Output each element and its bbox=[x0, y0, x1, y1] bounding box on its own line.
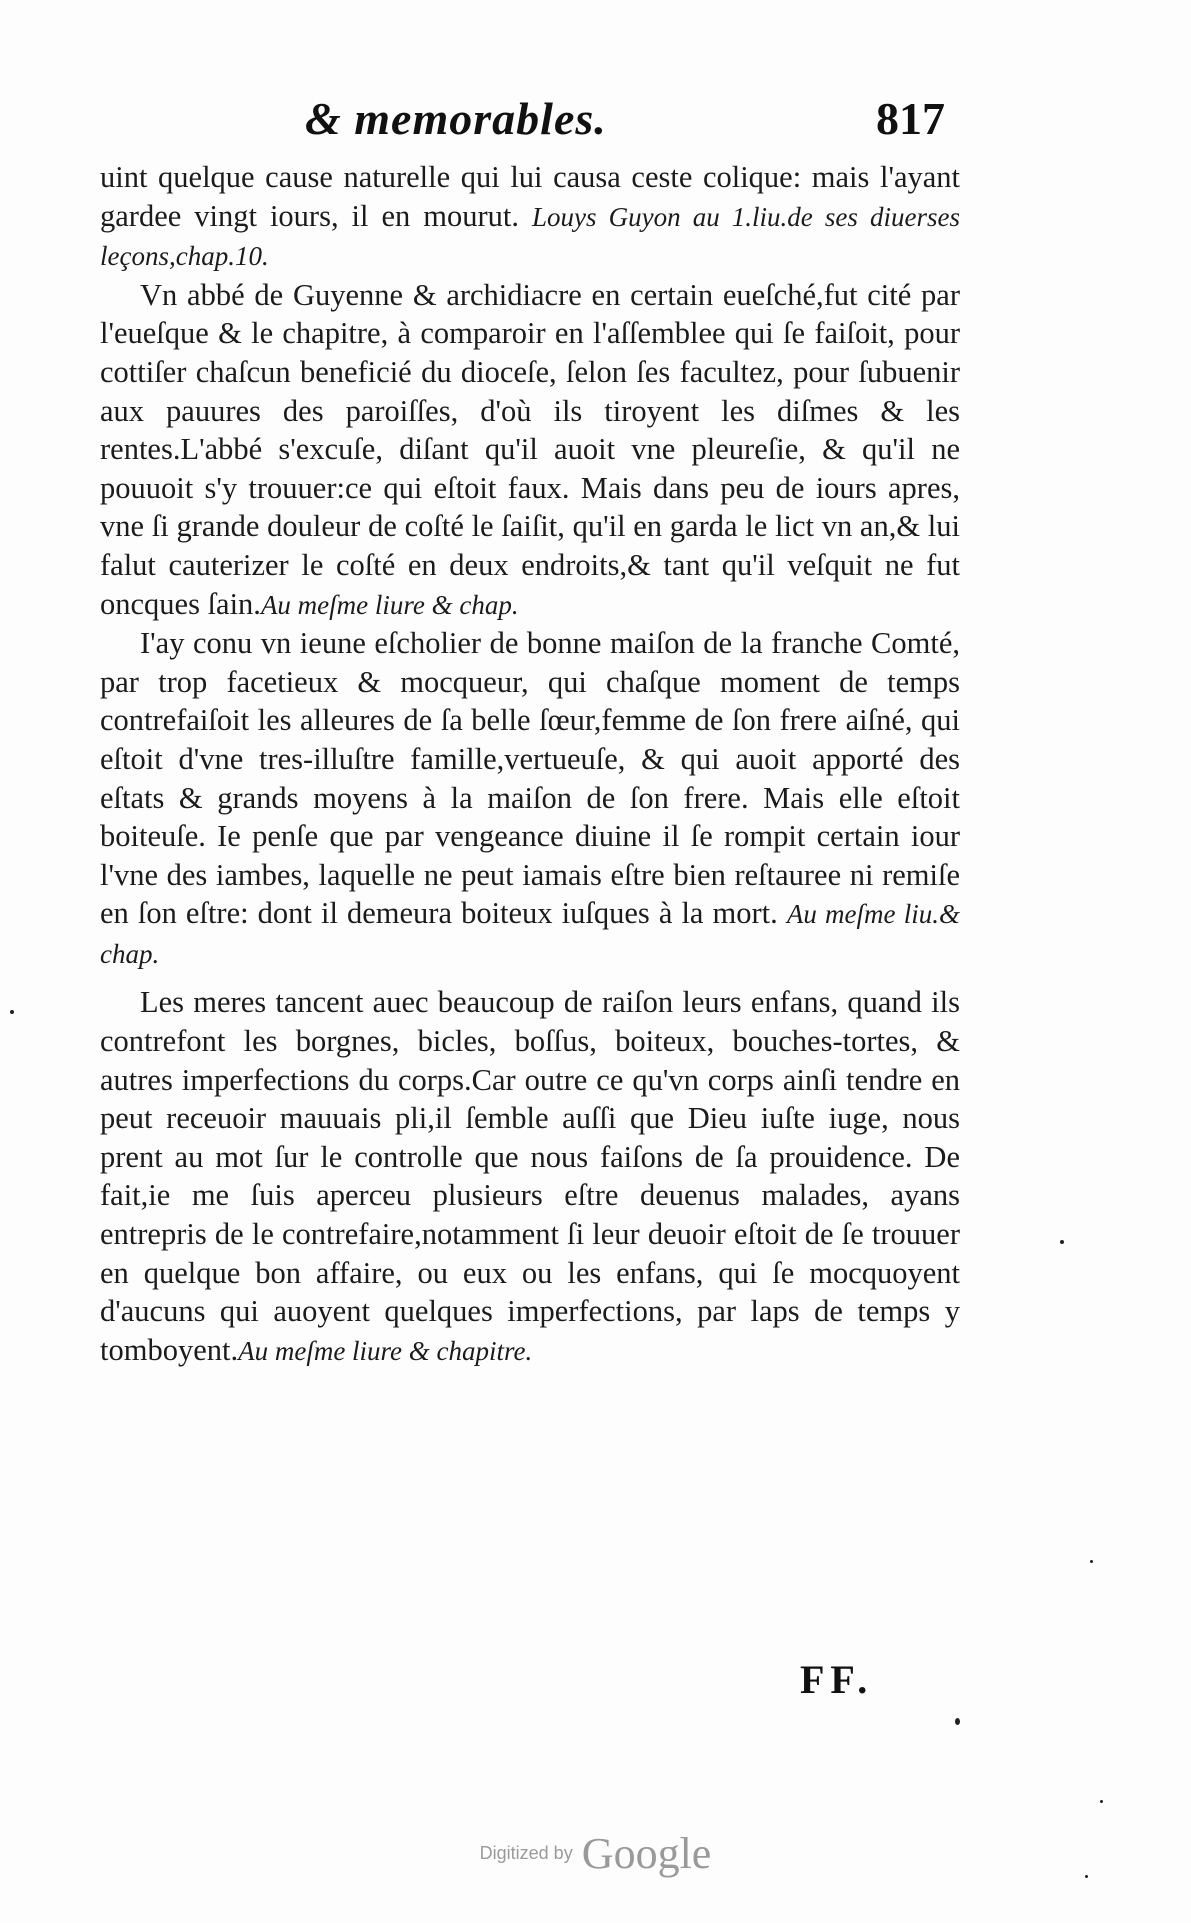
ink-speck bbox=[1090, 1560, 1093, 1563]
paragraph-1-citation: Louys Guyon au 1.liu.de ses diuerses leçons,chap.10. bbox=[100, 201, 961, 272]
ink-speck bbox=[10, 1010, 14, 1014]
running-head: & memorables. bbox=[305, 93, 607, 144]
paragraph-1 bbox=[100, 158, 960, 276]
paragraph-3 bbox=[100, 624, 960, 973]
paragraph-3-text: I'ay conu vn ieune eſcholier de bonne maiſon de la franche Comté, par trop facetieux & mocqueur, qui chaſque moment de temps contrefaiſoit les alleures de ſa belle ſœur,femme de ſon frere aiſné, qui eſtoit d'vne tres-illuſtre famille,vertueuſe, & qui auoit apporté des eſtats & grands moyens à la maiſon de ſon frere. Mais elle eſtoit boiteuſe. Ie penſe que par vengeance diuine il ſe rompit certain iour l'vne des iambes, laquelle ne peut iamais eſtre bien reſtauree ni remiſe en ſon eſtre: dont il demeura boiteux iuſques à la mort. bbox=[100, 626, 960, 931]
paragraph-2-citation: Au meſme liure & chap. bbox=[260, 589, 519, 620]
paragraph-4-citation: Au meſme liure & chapitre. bbox=[238, 1335, 533, 1366]
watermark-prefix: Digitized by bbox=[479, 1843, 573, 1863]
paragraph-4 bbox=[100, 983, 960, 1370]
ink-speck bbox=[955, 1718, 960, 1725]
paragraph-3-citation: Au meſme liu.& chap. bbox=[100, 899, 960, 969]
paragraph-1-text: uint quelque cause naturelle qui lui causa ceste colique: mais l'ayant gardee vingt iours, il en mourut. bbox=[100, 160, 960, 233]
paragraph-2 bbox=[100, 276, 960, 624]
ink-speck bbox=[1060, 1240, 1064, 1244]
ink-speck bbox=[1100, 1800, 1103, 1803]
watermark-brand: Google bbox=[581, 1829, 712, 1878]
paragraph-2-text: Vn abbé de Guyenne & archidiacre en certain eueſché,fut cité par l'eueſque & le chapitre, à comparoir en l'aſſemblee qui ſe faiſoit, pour cottiſer chaſcun beneficié du dioceſe, ſelon ſes facultez, pour ſubuenir aux pauures des paroiſſes, d'où ils tiroyent les diſmes & les rentes.L'abbé s'excuſe, diſant qu'il auoit vne pleureſie, & qu'il ne pouuoit s'y trouuer:ce qui eſtoit faux. Mais dans peu de iours apres, vne ſi grande douleur de coſté le ſaiſit, qu'il en garda le lict vn an,& lui falut cauterizer le coſté en deux endroits,& tant qu'il veſquit ne fut oncques ſain. bbox=[100, 277, 960, 621]
page-header bbox=[305, 92, 945, 152]
page-number: 817 bbox=[876, 93, 945, 144]
paragraph-4-text: Les meres tancent auec beaucoup de raiſon leurs enfans, quand ils contrefont les borgnes, bicles, boſſus, boiteux, bouches-tortes, & autres imperfections du corps.Car outre ce qu'vn corps ainſi tendre en peut receuoir mauuais pli,il ſemble auſſi que Dieu iuſte iuge, nous prent au mot ſur le controlle que nous faiſons de ſa prouidence. De fait,ie me ſuis aperceu plusieurs eſtre deuenus malades, ayans entrepris de le contrefaire,notamment ſi leur deuoir eſtoit de ſe trouuer en quelque bon affaire, ou eux ou les enfans, qui ſe mocquoyent d'aucuns qui auoyent quelques imperfections, par laps de temps y tomboyent. bbox=[100, 985, 960, 1367]
signature-mark: FF. bbox=[800, 1657, 874, 1702]
digitization-watermark bbox=[0, 1828, 1191, 1879]
body-text bbox=[100, 158, 960, 1370]
